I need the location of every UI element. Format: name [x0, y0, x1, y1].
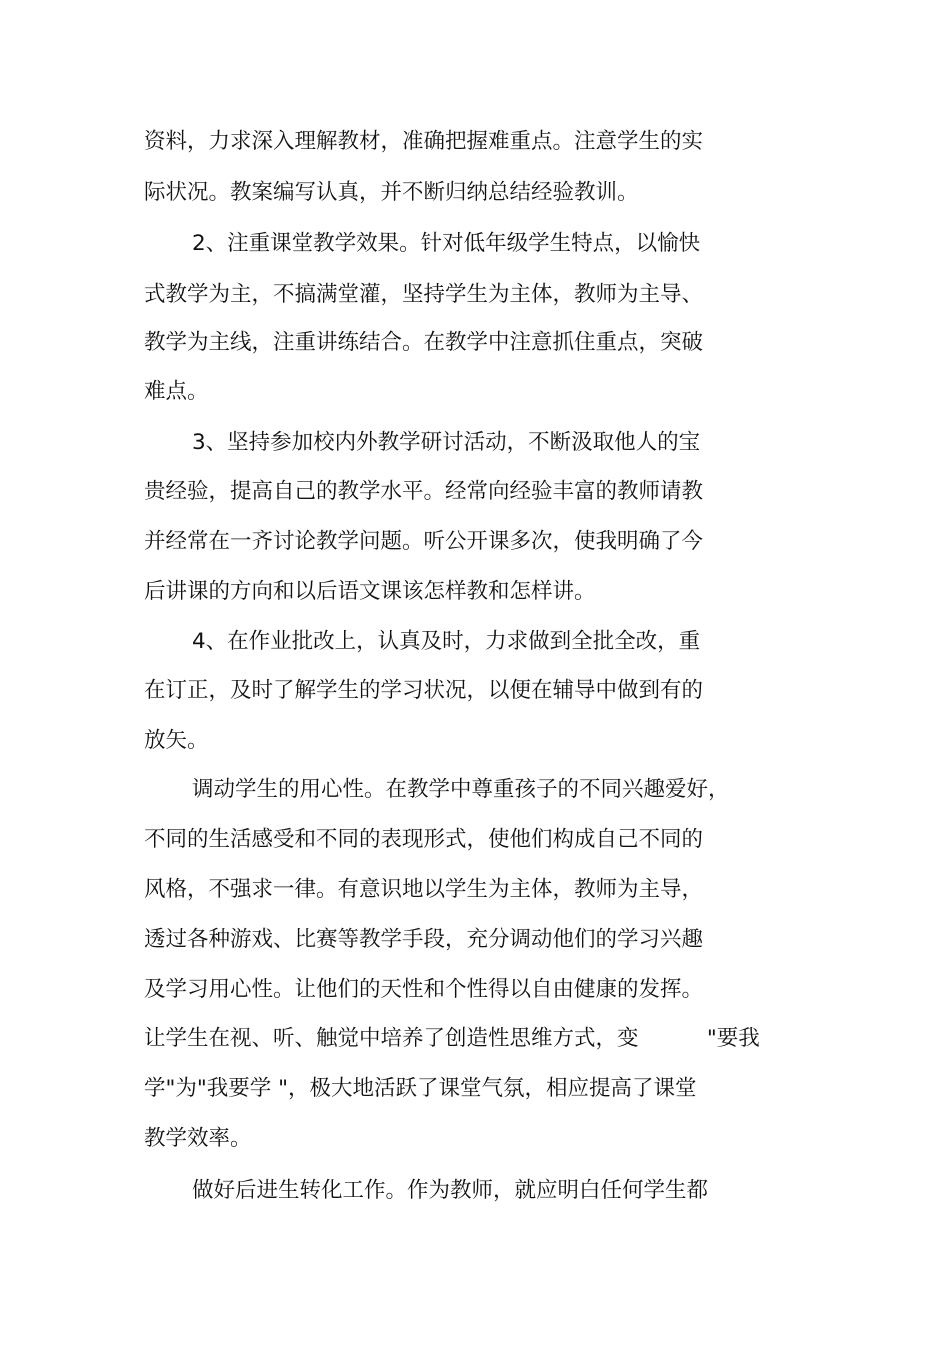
text-line: 际状况。教案编写认真，并不断归纳总结经验教训。: [144, 180, 639, 205]
text-line: 教学效率。: [144, 1126, 252, 1151]
text-line: 调动学生的用心性。在教学中尊重孩子的不同兴趣爱好，: [192, 777, 730, 802]
text-line: 难点。: [144, 379, 209, 404]
text-line: 让学生在视、听、触觉中培养了创造性思维方式，变 "要我: [144, 1026, 760, 1051]
text-line: 并经常在一齐讨论教学问题。听公开课多次，使我明确了今: [144, 529, 704, 554]
text-line: 不同的生活感受和不同的表现形式，使他们构成自己不同的: [144, 827, 704, 852]
text-line: 放矢。: [144, 728, 209, 753]
text-line: 后讲课的方向和以后语文课该怎样教和怎样讲。: [144, 579, 596, 604]
text-line: 学"为"我要学 "，极大地活跃了课堂气氛，相应提高了课堂: [144, 1076, 697, 1101]
text-line: 3、坚持参加校内外教学研讨活动，不断汲取他人的宝: [192, 430, 701, 455]
text-line: 2、注重课堂教学效果。针对低年级学生特点，以愉快: [192, 231, 701, 256]
text-line: 资料，力求深入理解教材，准确把握难重点。注意学生的实: [144, 129, 704, 154]
text-line: 及学习用心性。让他们的天性和个性得以自由健康的发挥。: [144, 977, 704, 1002]
text-line: 4、在作业批改上，认真及时，力求做到全批全改，重: [192, 629, 701, 654]
text-line: 在订正，及时了解学生的学习状况，以便在辅导中做到有的: [144, 678, 704, 703]
text-line: 教学为主线，注重讲练结合。在教学中注意抓住重点，突破: [144, 330, 704, 355]
text-line: 做好后进生转化工作。作为教师，就应明白任何学生都: [192, 1178, 709, 1203]
text-line: 风格，不强求一律。有意识地以学生为主体，教师为主导，: [144, 877, 704, 902]
text-line: 贵经验，提高自己的教学水平。经常向经验丰富的教师请教: [144, 479, 704, 504]
text-line: 透过各种游戏、比赛等教学手段，充分调动他们的学习兴趣: [144, 927, 704, 952]
text-line: 式教学为主，不搞满堂灌，坚持学生为主体，教师为主导、: [144, 282, 704, 307]
